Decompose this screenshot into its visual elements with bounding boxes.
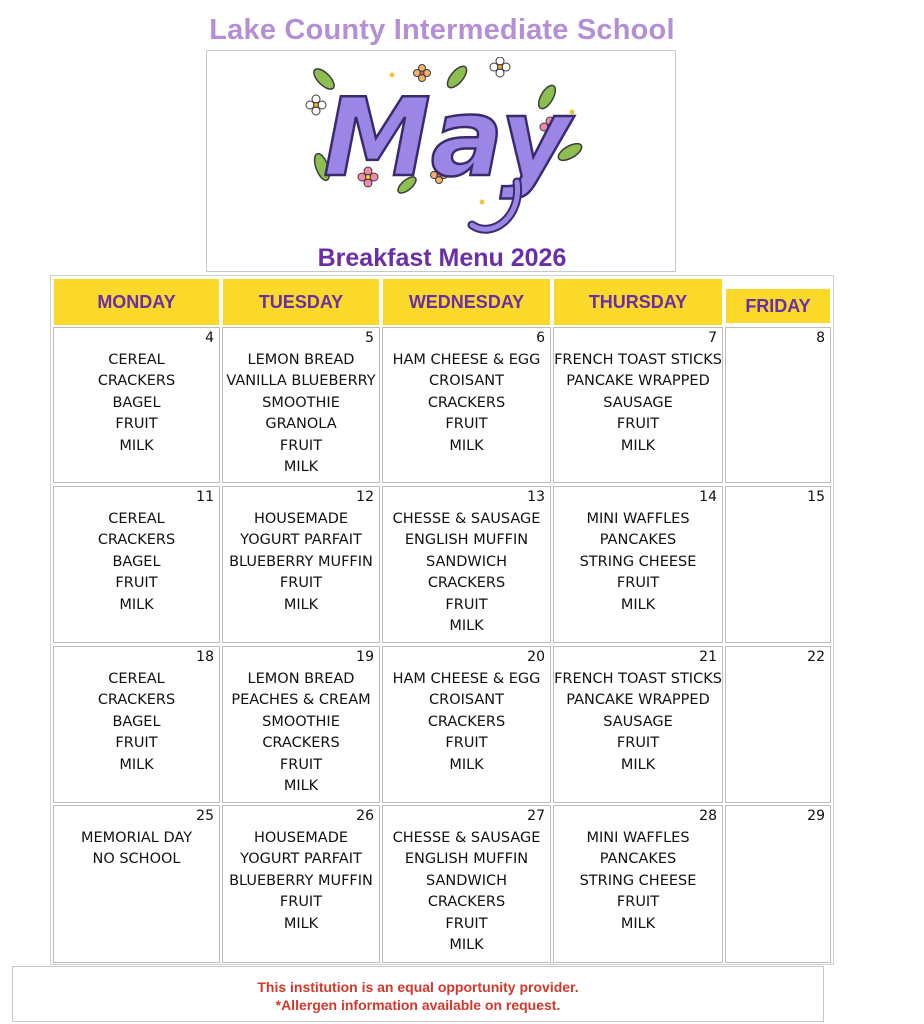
menu-item: FRUIT [115,575,158,592]
date-number: 7 [708,330,717,346]
calendar-day-cell-thursday [553,486,723,643]
menu-items [554,350,722,457]
month-lettering: May [323,76,571,201]
calendar-day-cell-wednesday [382,646,551,803]
menu-item: CEREAL [108,671,165,687]
menu-item: CRACKERS [97,692,176,709]
day-header-friday: FRIDAY [726,289,830,323]
calendar-day-cell-tuesday [222,486,380,643]
menu-item: MILK [620,756,656,773]
menu-item: MILK [449,437,484,454]
menu-item: FRENCH TOAST STICKS [554,352,722,368]
menu-item: PANCAKE WRAPPED [566,373,710,390]
menu-item: MILK [620,596,656,613]
menu-items [223,669,379,797]
menu-item: MILK [283,459,319,476]
calendar-day-cell-friday [725,327,831,483]
day-header-tuesday: TUESDAY [223,279,379,325]
calendar-day-cell-monday [53,486,220,643]
menu-items [223,350,379,478]
menu-item: SMOOTHIE [262,394,340,411]
calendar-day-cell-friday [725,646,831,803]
equal-opportunity-notice: This institution is an equal opportunity provider. [257,979,579,995]
menu-item: FRUIT [115,416,158,433]
calendar-day-cell-monday [53,327,220,483]
menu-item: CROISANT [429,373,504,390]
menu-items [54,669,219,776]
menu-item: CHESSE & SAUSAGE [392,830,541,846]
calendar-day-cell-monday [53,646,220,803]
menu-item: BLUEBERRY MUFFIN [229,872,373,889]
menu-item: PEACHES & CREAM [231,692,371,709]
menu-item: HAM CHEESE & EGG [392,671,541,687]
menu-items [54,828,219,871]
menu-item: MILK [119,596,154,613]
date-number: 26 [356,808,374,824]
menu-item: FRUIT [115,735,158,752]
menu-item: BAGEL [112,553,161,570]
date-number: 14 [699,489,717,505]
calendar-day-cell-tuesday [222,646,380,803]
date-number: 6 [536,330,545,346]
menu-item: CEREAL [108,352,165,368]
menu-item: ENGLISH MUFFIN [404,532,529,549]
menu-items [223,509,379,616]
menu-item: MINI WAFFLES [586,511,690,527]
footer-notice [12,966,824,1022]
calendar-day-cell-wednesday [382,486,551,643]
menu-item: MILK [449,756,484,773]
menu-item: NO SCHOOL [92,851,181,868]
calendar-day-cell-tuesday [222,805,380,963]
menu-item: BLUEBERRY MUFFIN [229,553,373,570]
menu-item: YOGURT PARFAIT [240,851,362,868]
menu-items [383,669,550,776]
date-number: 8 [816,330,825,346]
menu-item: SANDWICH [425,553,508,570]
menu-item: BAGEL [112,713,161,730]
may-lettering-illustration [302,57,592,242]
breakfast-calendar [50,275,834,965]
menu-items [554,669,722,776]
menu-item: FRUIT [279,894,323,911]
menu-item: LEMON BREAD [247,671,355,687]
menu-items [383,350,550,457]
menu-item: MILK [449,618,484,635]
menu-item: CRACKERS [97,373,176,390]
calendar-day-cell-friday [725,486,831,643]
menu-item: MILK [283,778,319,795]
menu-item: PANCAKES [599,532,677,549]
menu-item: MILK [283,596,319,613]
menu-item: MILK [620,915,656,932]
calendar-day-cell-wednesday [382,805,551,963]
menu-item: CRACKERS [97,532,176,549]
menu-item: STRING CHEESE [579,872,697,889]
menu-items [54,350,219,457]
menu-item: MILK [620,437,656,454]
date-number: 25 [196,808,214,824]
menu-items [54,509,219,616]
date-number: 29 [807,808,825,824]
menu-item: YOGURT PARFAIT [240,532,362,549]
day-header-thursday: THURSDAY [554,279,722,325]
menu-item: SANDWICH [425,872,508,889]
menu-items [383,509,550,637]
menu-items [554,828,722,935]
day-header-monday: MONDAY [54,279,219,325]
month-banner [206,50,676,272]
menu-item: BAGEL [112,394,161,411]
menu-item: CRACKERS [427,713,506,730]
menu-item: FRUIT [445,596,488,613]
menu-item: SAUSAGE [603,394,673,411]
calendar-day-cell-wednesday [382,327,551,483]
menu-item: CRACKERS [427,575,506,592]
menu-item: CHESSE & SAUSAGE [392,511,541,527]
date-number: 5 [365,330,374,346]
menu-item: CRACKERS [427,894,506,911]
menu-title: Breakfast Menu 2026 [317,244,567,272]
date-number: 15 [807,489,825,505]
menu-item: HOUSEMADE [253,511,349,527]
date-number: 11 [196,489,214,505]
menu-item: GRANOLA [265,416,337,433]
menu-item: FRUIT [616,416,660,433]
menu-items [383,828,550,956]
menu-item: PANCAKE WRAPPED [566,692,710,709]
menu-items [223,828,379,935]
date-number: 21 [699,649,717,665]
menu-item: SAUSAGE [603,713,673,730]
menu-item: SMOOTHIE [262,713,340,730]
day-header-wednesday: WEDNESDAY [383,279,550,325]
calendar-day-cell-monday [53,805,220,963]
date-number: 28 [699,808,717,824]
date-number: 27 [527,808,545,824]
calendar-day-cell-thursday [553,805,723,963]
menu-item: FRENCH TOAST STICKS [554,671,722,687]
date-number: 12 [356,489,374,505]
date-number: 4 [205,330,214,346]
menu-item: STRING CHEESE [579,553,697,570]
menu-item: VANILLA BLUEBERRY [226,373,376,390]
menu-item: MEMORIAL DAY [80,830,193,846]
menu-item: CEREAL [108,511,165,527]
menu-item: CROISANT [429,692,504,709]
menu-item: CRACKERS [262,735,340,752]
menu-item: FRUIT [616,894,660,911]
menu-item: MILK [449,937,484,954]
date-number: 22 [807,649,825,665]
menu-item: HAM CHEESE & EGG [392,352,541,368]
menu-item: CRACKERS [427,394,506,411]
menu-item: MILK [119,437,154,454]
date-number: 19 [356,649,374,665]
calendar-day-cell-thursday [553,646,723,803]
date-number: 18 [196,649,214,665]
menu-item: FRUIT [445,416,488,433]
calendar-day-cell-friday [725,805,831,963]
menu-item: MILK [283,915,319,932]
menu-item: MINI WAFFLES [586,830,690,846]
menu-item: HOUSEMADE [253,830,349,846]
allergen-notice: *Allergen information available on request. [275,997,561,1013]
menu-item: PANCAKES [599,851,677,868]
school-title: Lake County Intermediate School [209,14,675,46]
menu-items [554,509,722,616]
menu-item: MILK [119,756,154,773]
menu-item: FRUIT [279,437,323,454]
menu-item: FRUIT [279,575,323,592]
calendar-day-cell-thursday [553,327,723,483]
menu-item: FRUIT [616,735,660,752]
menu-item: FRUIT [445,915,488,932]
menu-item: LEMON BREAD [247,352,355,368]
menu-item: ENGLISH MUFFIN [404,851,529,868]
menu-item: FRUIT [279,756,323,773]
menu-item: FRUIT [445,735,488,752]
calendar-day-cell-tuesday [222,327,380,483]
date-number: 13 [527,489,545,505]
date-number: 20 [527,649,545,665]
menu-item: FRUIT [616,575,660,592]
